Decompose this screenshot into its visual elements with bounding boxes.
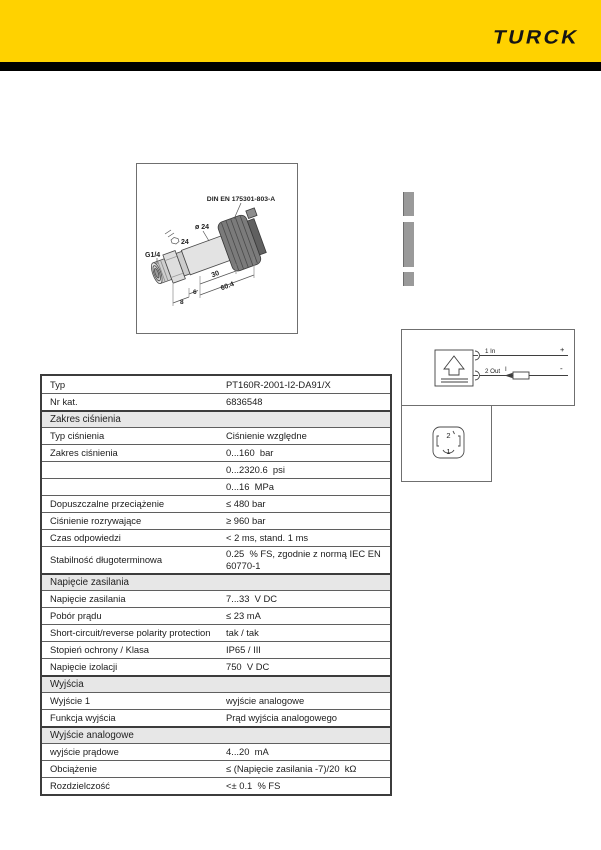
spec-value: 0...16 MPa — [226, 481, 274, 492]
turck-logo: TURCK — [490, 26, 582, 49]
wiring-pin1-label: 1 In — [485, 348, 496, 355]
spec-label: Stabilność długoterminowa — [50, 554, 163, 565]
spec-label: Zakres ciśnienia — [50, 447, 118, 458]
header-divider-bar — [0, 62, 601, 71]
spec-label: Nr kat. — [50, 396, 78, 407]
table-section-header — [42, 675, 390, 692]
connector-pinout-figure — [401, 405, 492, 482]
table-row — [42, 427, 390, 444]
spec-label: Rozdzielczość — [50, 780, 110, 791]
table-row — [42, 512, 390, 529]
wiring-diagram — [402, 330, 574, 405]
spec-value: 6836548 — [226, 396, 263, 407]
spec-label: Funkcja wyjścia — [50, 712, 116, 723]
section-title: Wyjście analogowe — [50, 729, 134, 741]
brand-header-bar — [0, 0, 601, 62]
spec-value: ≤ 23 mA — [226, 610, 261, 621]
spec-label: Typ — [50, 378, 66, 390]
table-row — [42, 777, 390, 794]
table-row — [42, 590, 390, 607]
table-section-header — [42, 573, 390, 590]
product-drawing-figure — [136, 163, 298, 334]
drawing-thread-label: G1/4 — [145, 252, 161, 259]
wiring-minus-label: - — [560, 364, 563, 373]
wiring-pin2-label: 2 Out — [485, 368, 501, 375]
table-row — [42, 393, 390, 410]
section-title: Wyjścia — [50, 678, 84, 690]
table-row — [42, 658, 390, 675]
spec-value: 0.25 % FS, zgodnie z normą IEC EN 60770-1 — [226, 548, 384, 571]
table-row — [42, 743, 390, 760]
table-row — [42, 461, 390, 478]
table-row — [42, 692, 390, 709]
spec-label: Pobór prądu — [50, 610, 102, 621]
drawing-dim-6: 6 — [193, 289, 197, 296]
table-section-header — [42, 410, 390, 427]
spec-value: <± 0.1 % FS — [226, 780, 281, 791]
spec-value: IP65 / III — [226, 644, 261, 655]
table-row — [42, 495, 390, 512]
table-section-header — [42, 726, 390, 743]
spec-value: ≤ 480 bar — [226, 498, 266, 509]
wiring-diagram-figure — [401, 329, 575, 406]
pressure-sensor-drawing — [137, 164, 297, 333]
drawing-dim-8: 8 — [180, 299, 184, 306]
spec-label: Napięcie izolacji — [50, 661, 118, 672]
table-row — [42, 478, 390, 495]
spec-value: Prąd wyjścia analogowego — [226, 712, 338, 723]
spec-value: 0...2320.6 psi — [226, 464, 285, 475]
drawing-dim-30: 30 — [210, 269, 221, 280]
wiring-plus-label: + — [560, 345, 565, 354]
spec-label: Wyjście 1 — [50, 695, 91, 706]
spec-value: wyjście analogowe — [226, 695, 305, 706]
table-row — [42, 760, 390, 777]
section-title: Zakres ciśnienia — [50, 413, 121, 425]
spec-label: Napięcie zasilania — [50, 593, 126, 604]
spec-value: < 2 ms, stand. 1 ms — [226, 532, 309, 543]
spec-label: Czas odpowiedzi — [50, 532, 121, 543]
table-row — [42, 376, 390, 393]
table-row — [42, 624, 390, 641]
section-title: Napięcie zasilania — [50, 576, 129, 588]
spec-value: 0...160 bar — [226, 447, 274, 458]
spec-value: tak / tak — [226, 627, 259, 638]
table-row — [42, 641, 390, 658]
table-row — [42, 444, 390, 461]
redacted-feature-bar — [403, 222, 414, 267]
spec-label: Obciążenie — [50, 763, 97, 774]
spec-label: Ciśnienie rozrywające — [50, 515, 142, 526]
spec-label: Dopuszczalne przeciążenie — [50, 498, 165, 509]
spec-label: Short-circuit/reverse polarity protection — [50, 627, 211, 638]
pinout-bottom-pin-label: 1 — [446, 447, 451, 456]
table-row — [42, 607, 390, 624]
table-row — [42, 529, 390, 546]
drawing-standard-label: DIN EN 175301-803-A — [206, 196, 276, 203]
spec-value: 7...33 V DC — [226, 593, 278, 604]
spec-label: Typ ciśnienia — [50, 430, 105, 441]
spec-value: ≤ (Napięcie zasilania -7)/20 kΩ — [226, 763, 357, 774]
spec-value: ≥ 960 bar — [226, 515, 266, 526]
spec-value: 750 V DC — [226, 661, 270, 672]
drawing-dim-604: 60.4 — [219, 280, 236, 293]
pinout-top-pin-label: 2 — [446, 431, 451, 440]
spec-value: Ciśnienie względne — [226, 430, 307, 441]
table-row — [42, 709, 390, 726]
drawing-wrench-label: 24 — [181, 239, 189, 246]
spec-value: PT160R-2001-I2-DA91/X — [226, 378, 331, 390]
spec-label: Stopień ochrony / Klasa — [50, 644, 150, 655]
redacted-feature-bar — [403, 192, 414, 216]
connector-pinout — [402, 406, 491, 481]
table-row — [42, 546, 390, 573]
drawing-diameter-label: ø 24 — [195, 224, 210, 231]
spec-table — [40, 374, 392, 796]
spec-label: wyjście prądowe — [50, 746, 119, 757]
wiring-current-label: I — [505, 366, 507, 373]
spec-value: 4...20 mA — [226, 746, 269, 757]
redacted-feature-bar — [403, 272, 414, 286]
